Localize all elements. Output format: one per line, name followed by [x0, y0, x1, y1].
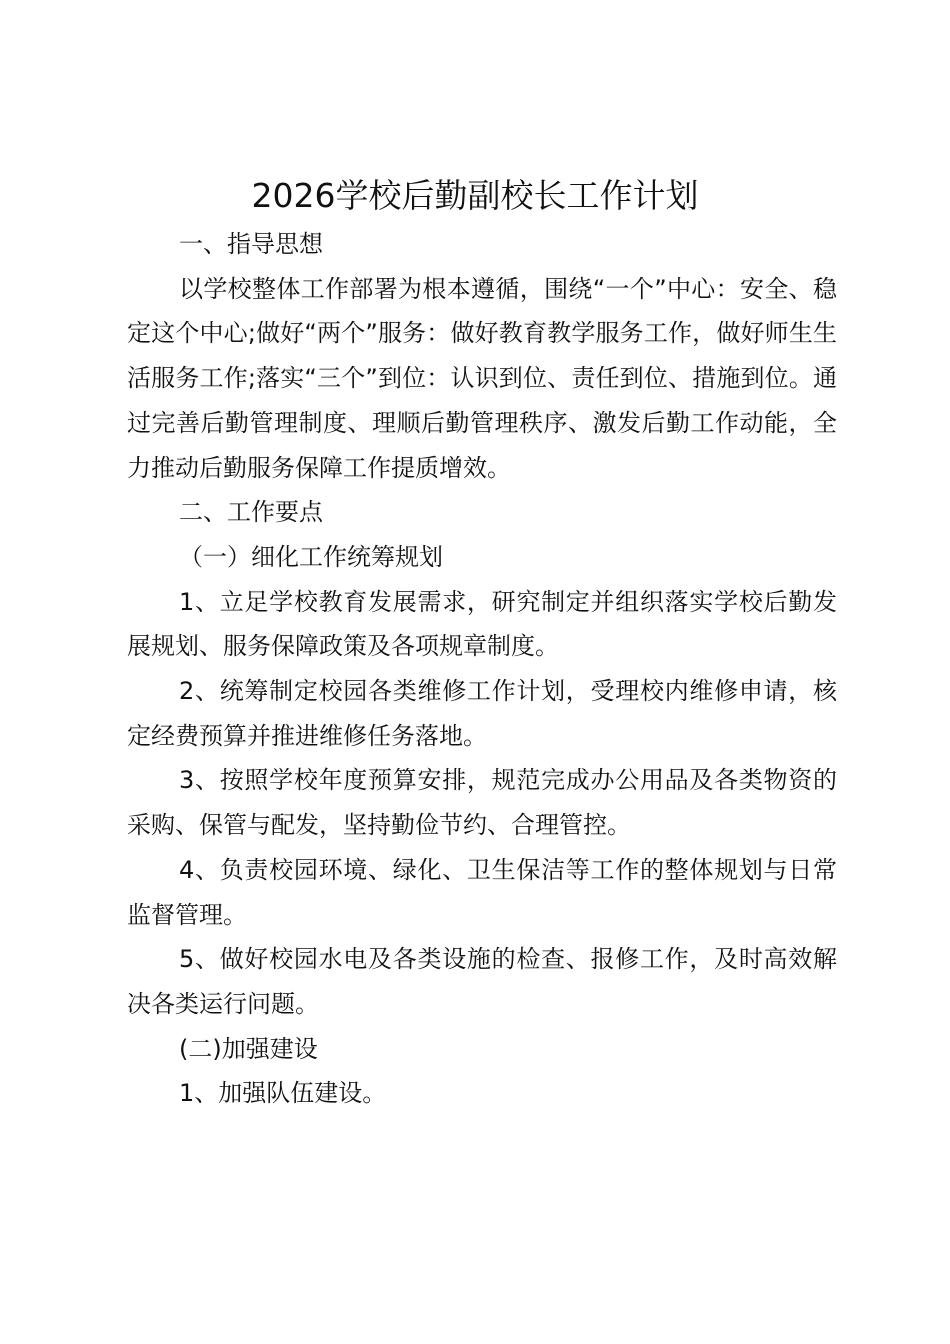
document-body [127, 222, 837, 1116]
list-item-3: 3、按照学校年度预算安排，规范完成办公用品及各类物资的采购、保管与配发，坚持勤俭节约、合理管控。 [127, 766, 837, 840]
list-item-team-building: 1、加强队伍建设。 [179, 1079, 387, 1108]
heading-guiding-ideology: 一、指导思想 [179, 230, 323, 258]
list-item-2: 2、统筹制定校园各类维修工作计划，受理校内维修申请，核定经费预算并推进维修任务落地。 [127, 677, 837, 750]
list-item-4: 4、负责校园环境、绿化、卫生保洁等工作的整体规划与日常监督管理。 [127, 855, 837, 929]
paragraph-guiding-ideology: 以学校整体工作部署为根本遵循，围绕“一个”中心：安全、稳定这个中心;做好“两个”服务：做好教育教学服务工作，做好师生生活服务工作;落实“三个”到位：认识到位、责任到位、措施到位。通过完善后勤管理制度、理顺后勤管理秩序、激发后勤工作动能，全力推动后勤服务保障工作提质增效。 [127, 274, 837, 482]
heading-work-points: 二、工作要点 [179, 498, 323, 527]
list-item-5: 5、做好校园水电及各类设施的检查、报修工作，及时高效解决各类运行问题。 [127, 945, 837, 1018]
document-title: 2026学校后勤副校长工作计划 [251, 176, 699, 215]
list-item-1: 1、立足学校教育发展需求，研究制定并组织落实学校后勤发展规划、服务保障政策及各项规章制度。 [127, 587, 837, 661]
subheading-construction: (二)加强建设 [179, 1034, 318, 1063]
subheading-planning: （一）细化工作统筹规划 [179, 542, 443, 571]
